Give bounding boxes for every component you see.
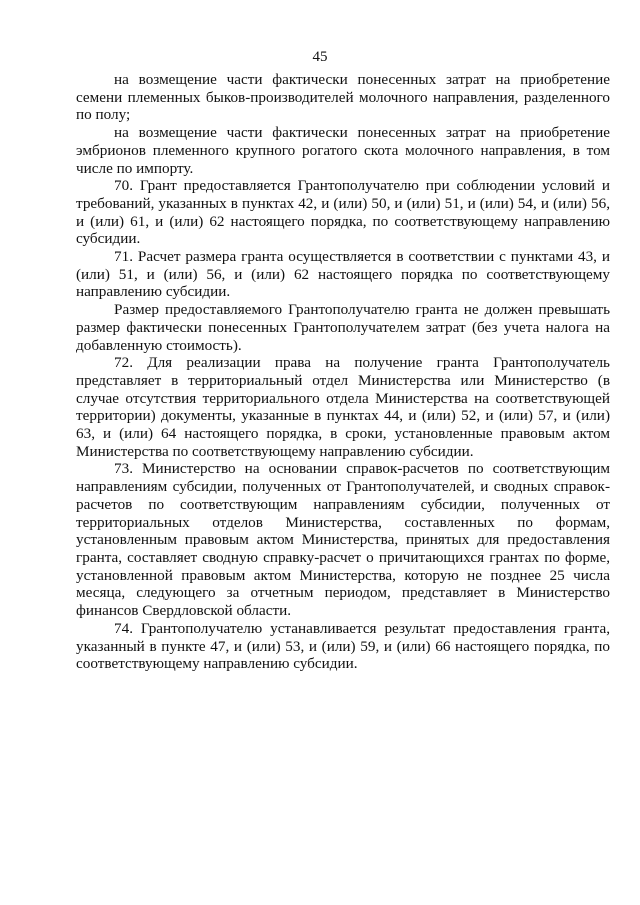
paragraph-71: 71. Расчет размера гранта осуществляется в соответствии с пунктами 43, и (или) 51, и (или) 56, и (или) 62 настоящего порядка по соответствующему направлению субсидии. (76, 248, 610, 301)
paragraph-73: 73. Министерство на основании справок-расчетов по соответствующим направлениям субсидии, полученных от Грантополучателей, и сводных справок-расчетов по соответствующим направлениям субсидии, полученных от территориальных отделов Министерства, составленных по формам, установленным правовым актом Министерства, принятых для предоставления гранта, составляет сводную справку-расчет о причитающихся грантах по форме, установленной правовым актом Министерства, которую не позднее 25 числа месяца, следующего за отчетным периодом, представляет в Министерство финансов Свердловской области. (76, 460, 610, 620)
paragraph-70: 70. Грант предоставляется Грантополучателю при соблюдении условий и требований, указанных в пунктах 42, и (или) 50, и (или) 51, и (или) 54, и (или) 56, и (или) 61, и (или) 62 настоящего порядка, по соответствующему направлению субсидии. (76, 177, 610, 248)
paragraph-72: 72. Для реализации права на получение гранта Грантополучатель представляет в территориальный отдел Министерства или Министерство (в случае отсутствия территориального отдела Министерства на соответствующей территории) документы, указанные в пунктах 44, и (или) 52, и (или) 57, и (или) 63, и (или) 64 настоящего порядка, в сроки, установленные правовым актом Министерства по соответствующему направлению субсидии. (76, 354, 610, 460)
paragraph-grant-limit: Размер предоставляемого Грантополучателю гранта не должен превышать размер фактически понесенных Грантополучателем затрат (без учета налога на добавленную стоимость). (76, 301, 610, 354)
document-body (76, 71, 610, 673)
paragraph-semen-costs: на возмещение части фактически понесенных затрат на приобретение семени племенных быков-производителей молочного направления, разделенного по полу; (76, 71, 610, 124)
paragraph-74: 74. Грантополучателю устанавливается результат предоставления гранта, указанный в пункте 47, и (или) 53, и (или) 59, и (или) 66 настоящего порядка, по соответствующему направлению субсидии. (76, 619, 610, 673)
page-number: 45 (312, 49, 328, 65)
paragraph-embryo-costs: на возмещение части фактически понесенных затрат на приобретение эмбрионов племенного крупного рогатого скота молочного направления, в том числе по импорту. (76, 124, 610, 177)
